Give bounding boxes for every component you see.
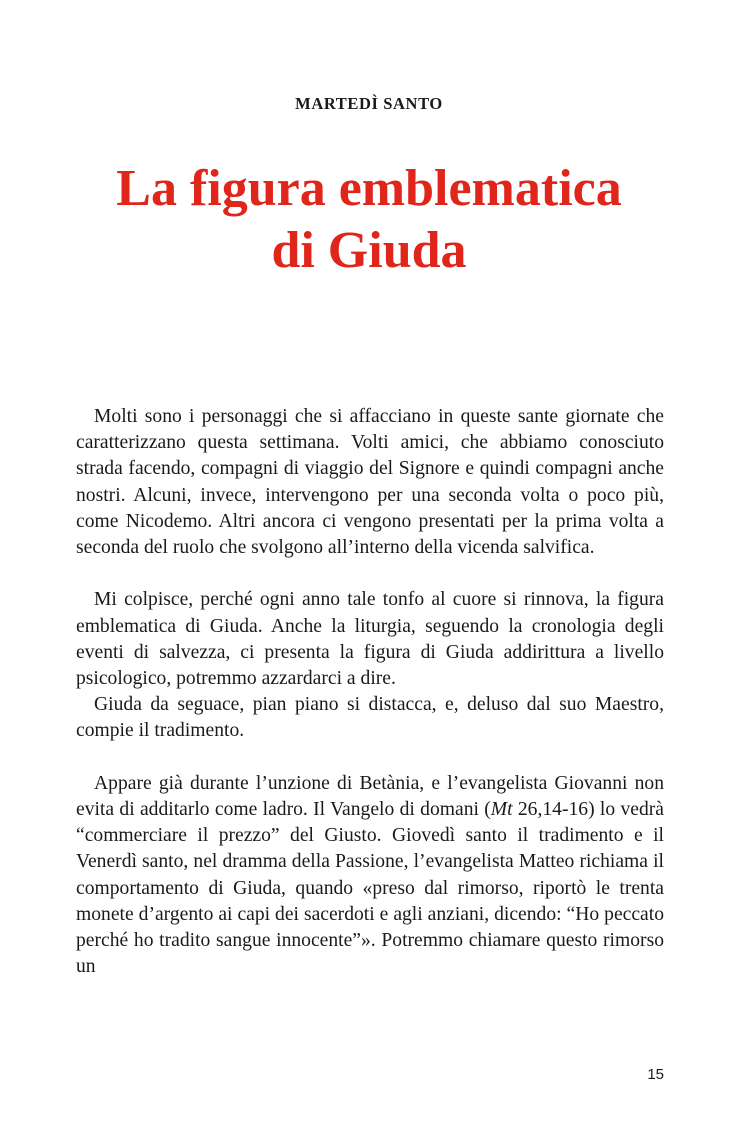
paragraph-4	[76, 771, 664, 981]
paragraph-2: Mi colpisce, perché ogni anno tale tonfo al cuore si rinnova, la figura emblematica di Giuda. Anche la liturgia, seguendo la cronologia degli eventi di salvezza, ci presenta la figura di Giuda addirittura a livello psicologico, potremmo azzardarci a dire.	[76, 589, 664, 690]
page-number: 15	[647, 1066, 664, 1083]
section-label: MARTEDÌ SANTO	[295, 94, 443, 113]
paragraph-1: Molti sono i personaggi che si affacciano in queste sante giornate che caratterizzano questa settimana. Volti amici, che abbiamo conosciuto strada facendo, compagni di viaggio del Signore e quindi compagni anche nostri. Alcuni, invece, intervengono per una seconda volta o poco più, come Nicodemo. Altri ancora ci vengono presentati per la prima volta a seconda del ruolo che svolgono all’interno della vicenda salvifica.	[76, 406, 664, 559]
scripture-reference: Mt	[490, 799, 513, 821]
paragraph-4-part-b: 26,14-16) lo vedrà “commerciare il prezzo” del Giusto. Giovedì santo il tradimento e il Venerdì santo, nel dramma della Passione, l’evangelista Matteo richiama il comportamento di Giuda, quando «preso dal rimorso, riportò le trenta monete d’argento ai capi dei sacerdoti e agli anziani, dicendo: “Ho peccato perché ho tradito sangue innocente”». Potremmo chiamare questo rimorso un	[76, 799, 664, 978]
title-line-2: di Giuda	[271, 222, 467, 279]
paragraph-3: Giuda da seguace, pian piano si distacca, e, deluso dal suo Maestro, compie il tradimento.	[76, 694, 664, 742]
title-line-1: La figura emblematica	[116, 160, 622, 217]
paragraph-4-part-a: Appare già durante l’unzione di Betània, e l’evangelista Giovanni non evita di additarlo come ladro. Il Vangelo di domani (	[76, 772, 664, 821]
body-text	[76, 404, 664, 980]
page-title	[40, 158, 698, 282]
